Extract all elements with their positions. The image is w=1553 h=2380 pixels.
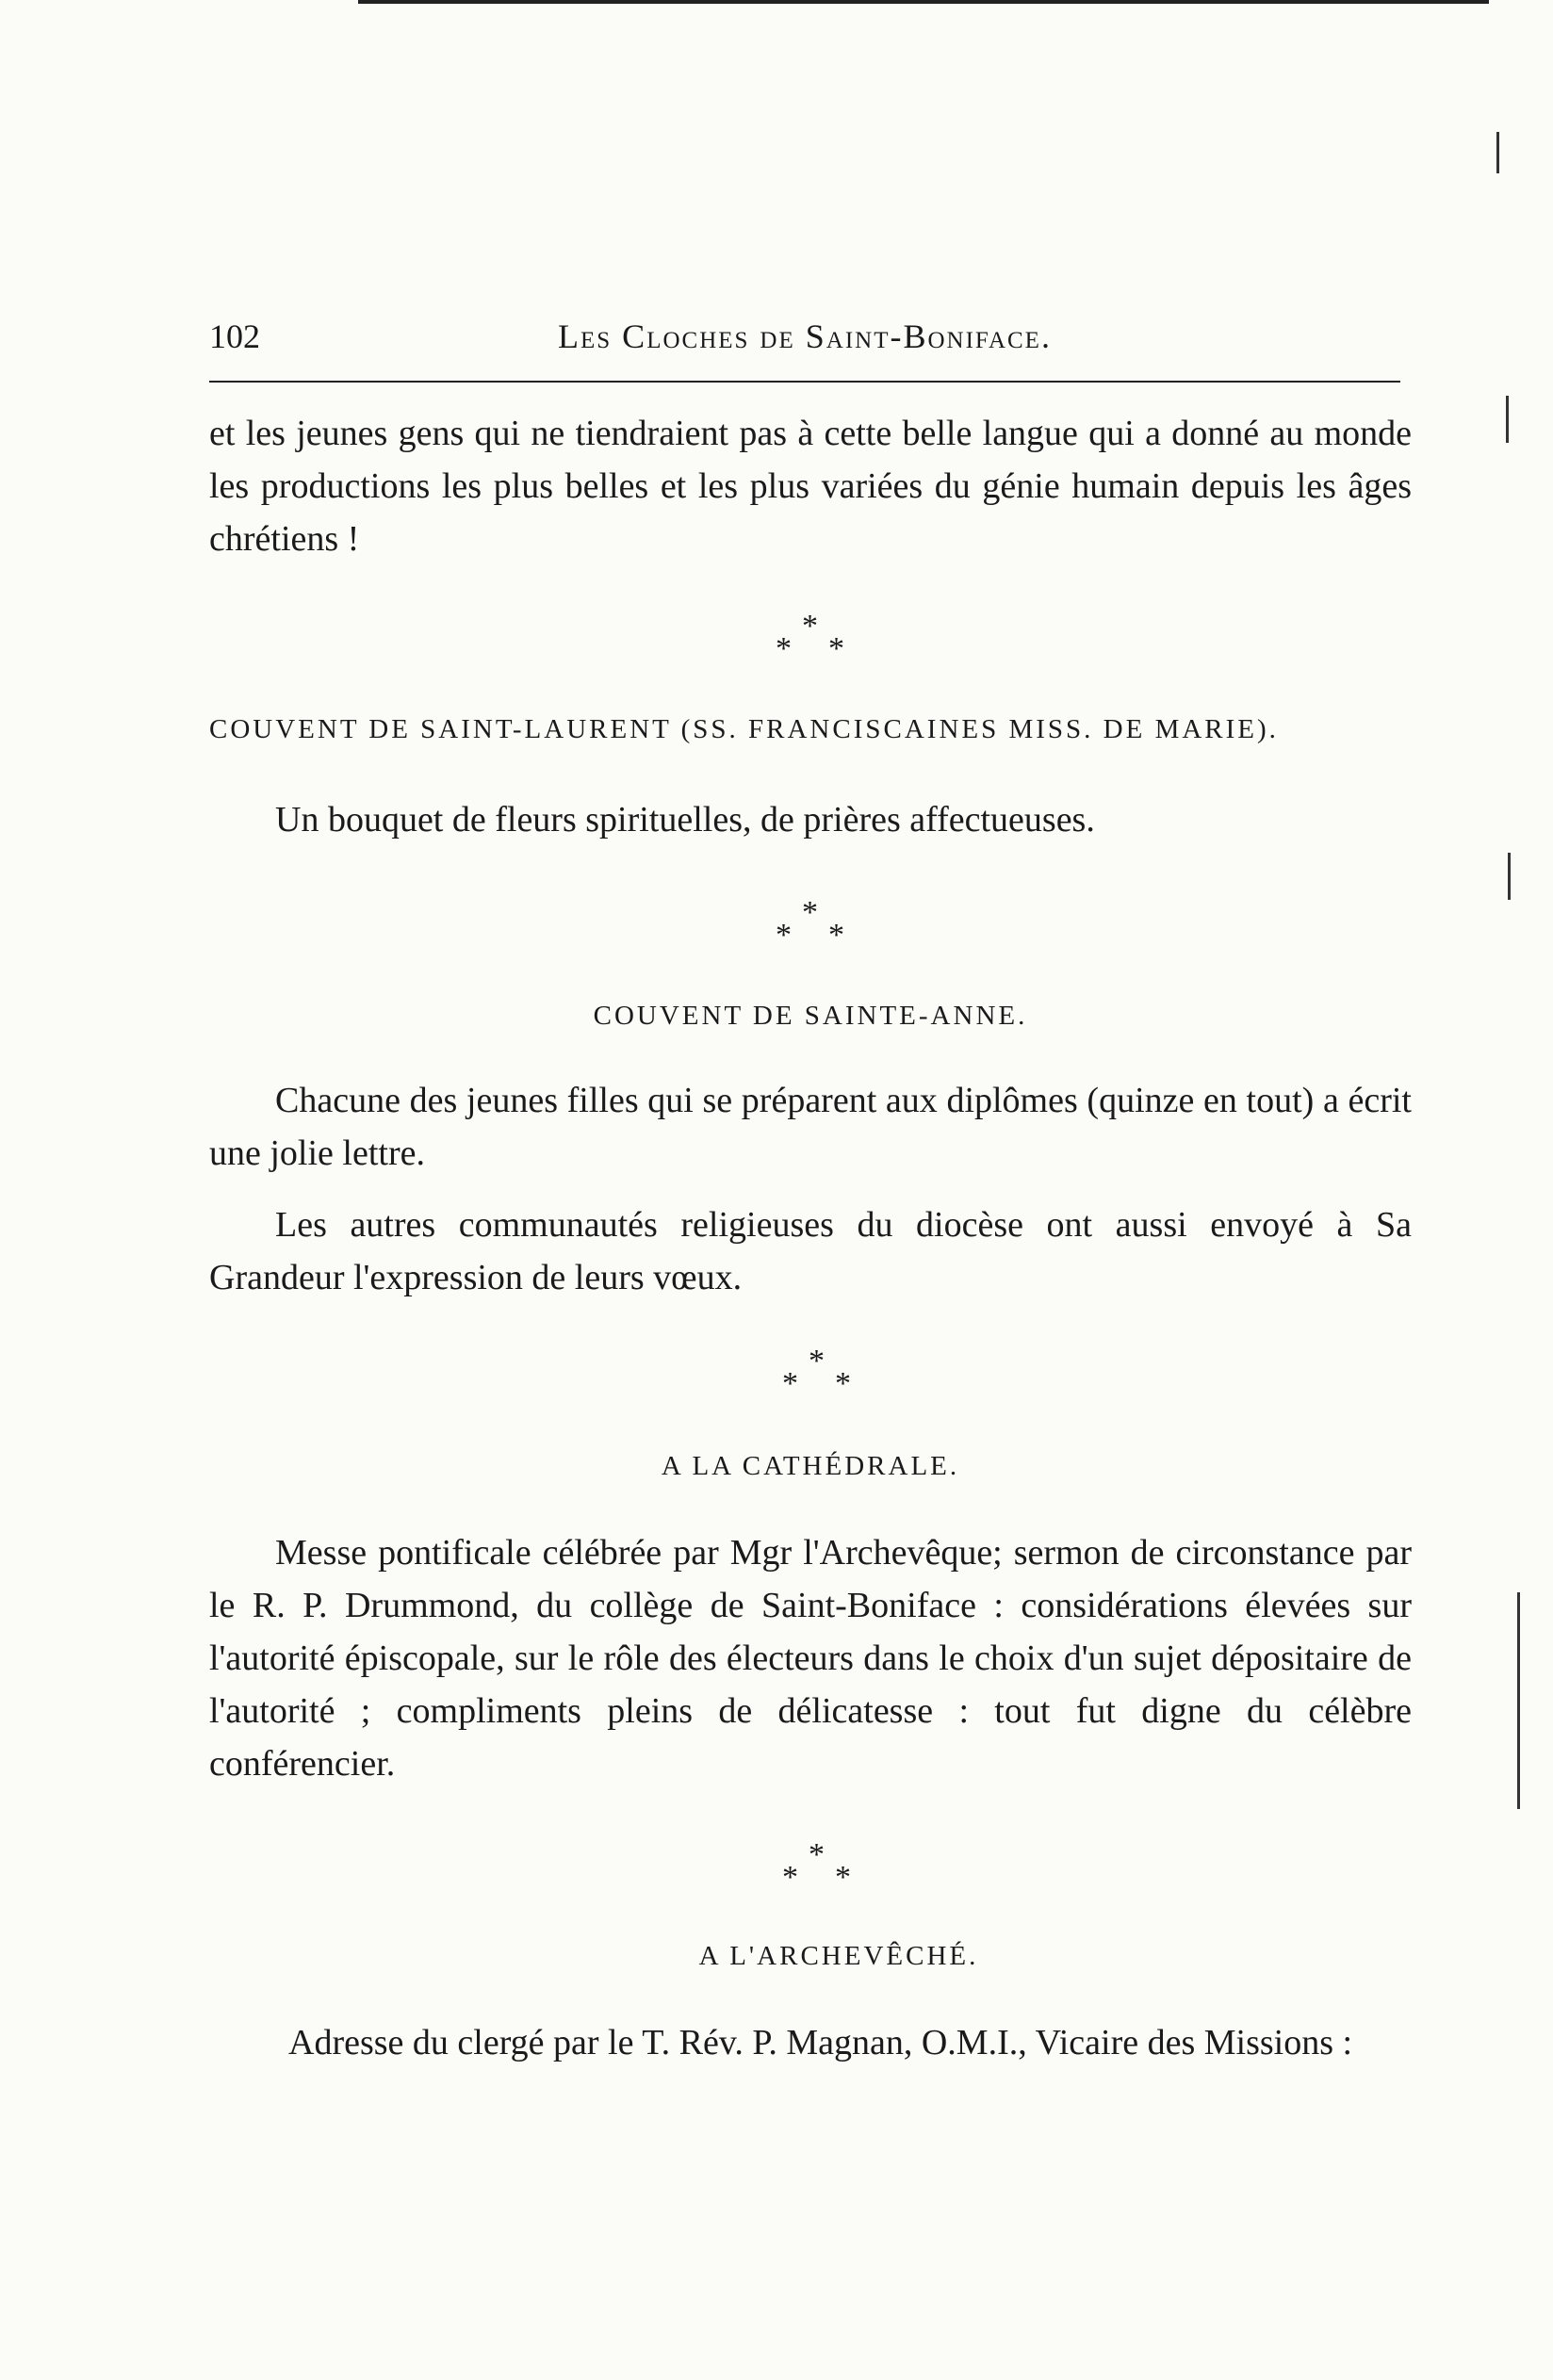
paragraph: Adresse du clergé par le T. Rév. P. Magnan, O.M.I., Vicaire des Missions :	[288, 2023, 1353, 2062]
paragraph: Un bouquet de fleurs spirituelles, de prières affectueuses.	[275, 800, 1095, 840]
section-heading	[209, 1451, 1412, 1482]
heading-saint-laurent: COUVENT DE SAINT-LAURENT (SS. FRANCISCAINES MISS. DE MARIE).	[209, 714, 1279, 744]
scan-margin-mark	[1517, 1592, 1520, 1809]
heading-cathedrale: A LA CATHÉDRALE.	[661, 1451, 960, 1481]
asterism-divider: * * *	[782, 1344, 851, 1401]
asterism-divider: * * *	[776, 895, 844, 953]
page-header	[209, 317, 1400, 362]
section-body	[209, 1526, 1412, 1790]
section-heading	[209, 714, 1412, 745]
section-body	[209, 1074, 1412, 1180]
continuation-text	[209, 407, 1412, 565]
running-title: Les Cloches de Saint-Boniface.	[558, 318, 1052, 355]
heading-sainte-anne: COUVENT DE SAINTE-ANNE.	[593, 1001, 1028, 1031]
section-body	[222, 2016, 1425, 2069]
paragraph: Chacune des jeunes filles qui se préparent aux diplômes (quinze en tout) a écrit une jolie lettre.	[209, 1081, 1412, 1173]
section-heading	[219, 1941, 1421, 1972]
section-body	[209, 793, 1412, 846]
scan-top-edge	[358, 0, 1489, 4]
paragraph: et les jeunes gens qui ne tiendraient pas à cette belle langue qui a donné au monde les productions les plus belles et les plus variées du génie humain depuis les âges chrétiens !	[209, 414, 1412, 559]
paragraph: Les autres communautés religieuses du diocèse ont aussi envoyé à Sa Grandeur l'expression de leurs vœux.	[209, 1205, 1412, 1297]
section-heading	[209, 1001, 1412, 1032]
header-rule	[209, 381, 1400, 383]
scan-margin-mark	[1506, 396, 1509, 443]
scan-margin-mark	[1508, 853, 1511, 900]
heading-archeveche: A L'ARCHEVÊCHÉ.	[698, 1941, 979, 1971]
scan-margin-mark	[1496, 132, 1499, 173]
paragraph: Messe pontificale célébrée par Mgr l'Archevêque; sermon de circonstance par le R. P. Drummond, du collège de Saint-Boniface : considérations élevées sur l'autorité épiscopale, sur le rôle des électeurs dans le choix d'un sujet dépositaire de l'autorité ; compliments pleins de délicatesse : tout fut digne du célèbre conférencier.	[209, 1533, 1412, 1784]
asterism-divider: * * *	[776, 609, 844, 666]
page-number: 102	[209, 318, 260, 355]
section-body	[209, 1198, 1412, 1304]
asterism-divider: * * *	[782, 1837, 851, 1895]
